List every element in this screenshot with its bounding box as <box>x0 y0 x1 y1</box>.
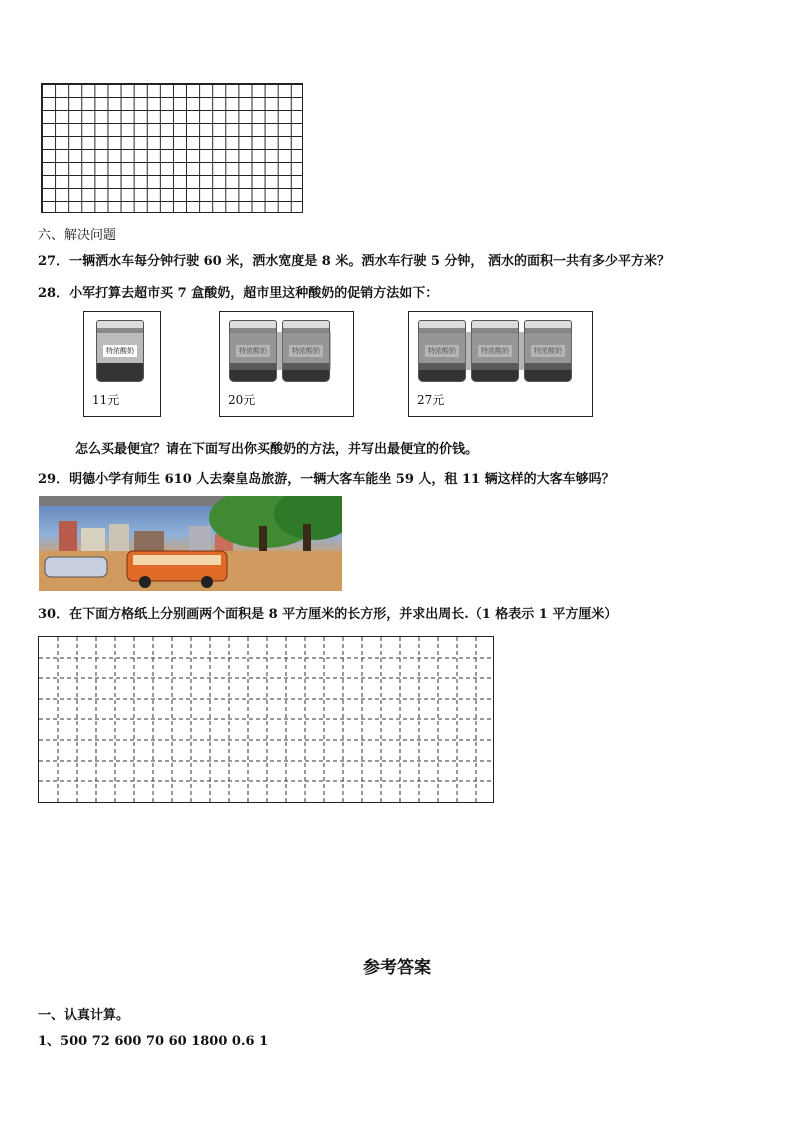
question-29: 29．明德小学有师生 610 人去秦皇岛旅游，一辆大客车能坐 59 人，租 11 辆这样的大客车够吗？ <box>38 472 615 487</box>
question-28: 28．小军打算去超市买 7 盒酸奶，超市里这种酸奶的促销方法如下： <box>38 286 439 301</box>
question-27: 27．一辆洒水车每分钟行驶 60 米，洒水宽度是 8 米。洒水车行驶 5 分钟， 洒水的面积一共有多少平方米？ <box>38 254 670 269</box>
pack-wrap <box>418 332 572 370</box>
answer-item-1: 1、500 72 600 70 60 1800 0.6 1 <box>38 1034 269 1049</box>
answers-section-heading: 一、认真计算。 <box>38 1008 130 1023</box>
offer-two-cups <box>219 311 354 417</box>
dashed-grid-paper <box>38 636 494 803</box>
offer-three-cups <box>408 311 593 417</box>
dashed-grid-lines <box>39 637 493 802</box>
bus-scene-image <box>39 496 342 591</box>
offer-price: 11元 <box>92 393 120 407</box>
offer-one-cup <box>83 311 161 417</box>
answers-title: 参考答案 <box>363 958 431 978</box>
question-30: 30．在下面方格纸上分别画两个面积是 8 平方厘米的长方形，并求出周长.（1 格表示 1 平方厘米） <box>38 607 618 622</box>
offer-price: 20元 <box>228 393 256 407</box>
question-28-followup: 怎么买最便宜？请在下面写出你买酸奶的方法，并写出最便宜的价钱。 <box>75 442 479 457</box>
yogurt-cup-image: 特浓酸奶 <box>96 320 144 382</box>
writing-grid <box>41 83 303 213</box>
bus-illustration <box>39 496 342 591</box>
offer-price: 27元 <box>417 393 445 407</box>
section-heading: 六、解决问题 <box>38 228 117 243</box>
pack-wrap <box>229 332 331 370</box>
